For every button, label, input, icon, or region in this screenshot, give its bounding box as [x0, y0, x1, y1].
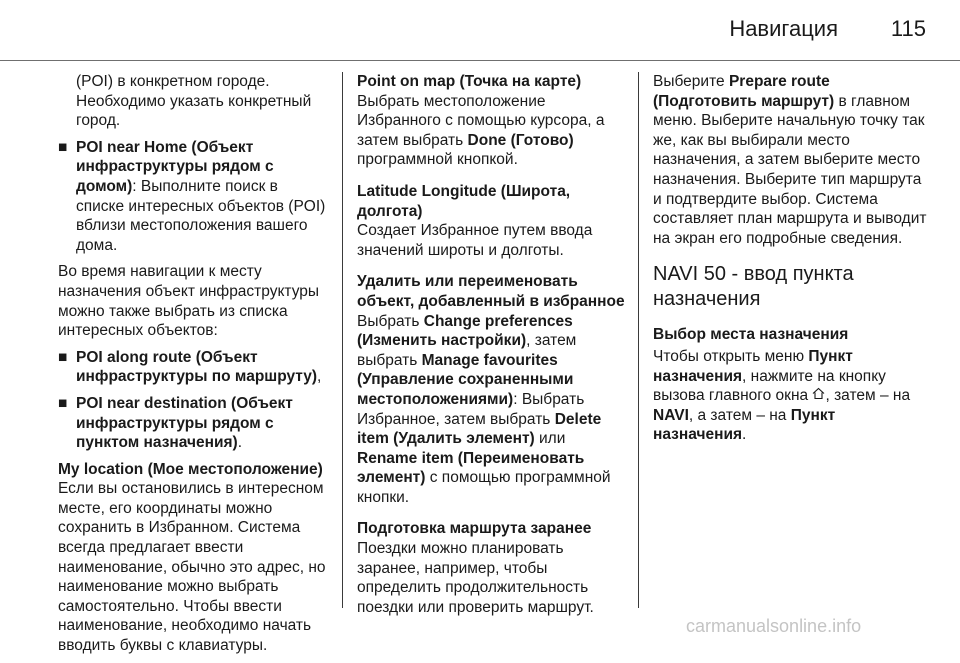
page-number: 115 [890, 16, 926, 41]
bullet-poi-near-home: ■ POI near Home (Объект инфраструктуры рядом с домом): Выполните поиск в списке интересных объектов (POI) вблизи местоположения вашего дома. [58, 138, 326, 254]
section-title: Навигация [729, 16, 838, 41]
column-2 [357, 72, 629, 624]
column-divider [638, 72, 639, 608]
watermark: carmanualsonline.info [686, 616, 862, 636]
block-text: Выбрать местоположение Избранного с помощью курсора, а затем выбрать [357, 92, 605, 149]
bullet-icon: ■ [58, 394, 68, 412]
point-on-map-block [357, 72, 629, 170]
delete-rename-block [357, 272, 629, 507]
destination-label: Пункт назначения [653, 406, 836, 444]
paragraph-text: Выберите [653, 73, 725, 90]
destination-label: Пункт назначения [653, 347, 853, 385]
block-text: Создает Избранное путем ввода значений широты и долготы. [357, 222, 593, 259]
header-rule [0, 60, 960, 61]
section-heading: NAVI 50 - ввод пункта назначения [653, 263, 854, 311]
manage-favourites-label: Manage favourites (Управление сохраненными местоположениями) [357, 351, 574, 408]
paragraph-text: , нажмите на кнопку вызова главного окна [653, 367, 886, 405]
destination-paragraph [653, 347, 928, 445]
done-label: Done (Готово) [467, 131, 574, 149]
my-location-block [58, 460, 330, 656]
continued-text: (POI) в конкретном городе. Необходимо указать конкретный город. [76, 73, 312, 130]
bullet-poi-near-destination: ■ POI near destination (Объект инфраструктуры рядом с пунктом назначения). [58, 394, 293, 452]
paragraph: Во время навигации к месту назначения объект инфраструктуры можно также выбрать из списка интересных объектов: [58, 263, 320, 340]
block-text: : Выбрать Избранное, затем выбрать [357, 390, 585, 428]
block-title: Подготовка маршрута заранее [357, 520, 592, 538]
subsection-heading: Выбор места назначения [653, 326, 849, 344]
bullet-icon: ■ [58, 348, 68, 366]
prepare-route-block [357, 519, 629, 617]
bullet-poi-along-route: ■ POI along route (Объект инфраструктуры по маршруту), [58, 348, 322, 386]
block-title: Удалить или переименовать объект, добавленный в избранное [357, 273, 625, 310]
change-preferences-label: Change preferences (Изменить настройки) [357, 312, 573, 350]
navi-label: NAVI [653, 406, 689, 424]
rename-item-label: Rename item (Переименовать элемент) [357, 449, 585, 487]
page-header [0, 0, 960, 60]
block-text: программной кнопкой. [357, 151, 518, 169]
delete-item-label: Delete item (Удалить элемент) [357, 410, 602, 448]
block-text: Выбрать [357, 312, 420, 330]
bullet-icon: ■ [58, 138, 68, 156]
latitude-longitude-block [357, 182, 629, 260]
block-text: Если вы остановились в интересном месте, его координаты можно сохранить в Избранном. Система всегда предлагает ввести наименование, обычно это адрес, но наименование можно выбрать самостоятельно. Чтобы ввести наименование, необходимо начать вводить буквы с клавиатуры. [58, 480, 326, 655]
column-divider [342, 72, 343, 608]
block-title: My location (Мое местоположение) [58, 460, 323, 478]
block-text: , затем выбрать [357, 332, 577, 369]
paragraph-text: , а затем – на [688, 406, 787, 424]
paragraph-text: , затем – на [825, 387, 911, 405]
paragraph-text: . [742, 426, 747, 444]
home-icon [812, 386, 825, 406]
block-text: или [539, 430, 566, 448]
paragraph-text: в главном меню. Выберите начальную точку так же, как вы выбирали место назначения, а затем выберите место назначения. Выберите тип маршрута и подтвердите выбор. Система составляет план маршрута и выводит на экран его подробные сведения. [653, 92, 927, 247]
prepare-route-label: Prepare route (Подготовить маршрут) [653, 73, 835, 110]
bullet-title: POI along route (Объект инфраструктуры по маршруту) [76, 348, 318, 386]
prepare-route-paragraph [653, 72, 928, 248]
column-1 [58, 72, 330, 663]
block-text: Поездки можно планировать заранее, например, чтобы определить продолжительность поездки или проверить маршрут. [357, 540, 594, 616]
block-text: с помощью программной кнопки. [357, 469, 611, 506]
bullet-title: POI near Home (Объект инфраструктуры рядом с домом) [76, 138, 274, 195]
bullet-text: Выполните поиск в списке интересных объектов (POI) вблизи местоположения вашего дома. [76, 177, 326, 254]
bullet-title: POI near destination (Объект инфраструктуры рядом с пунктом назначения) [76, 394, 293, 452]
paragraph-text: Чтобы открыть меню [653, 347, 805, 365]
block-title: Point on map (Точка на карте) [357, 73, 582, 90]
block-title: Latitude Longitude (Широта, долгота) [357, 182, 571, 220]
column-3 [653, 72, 928, 452]
